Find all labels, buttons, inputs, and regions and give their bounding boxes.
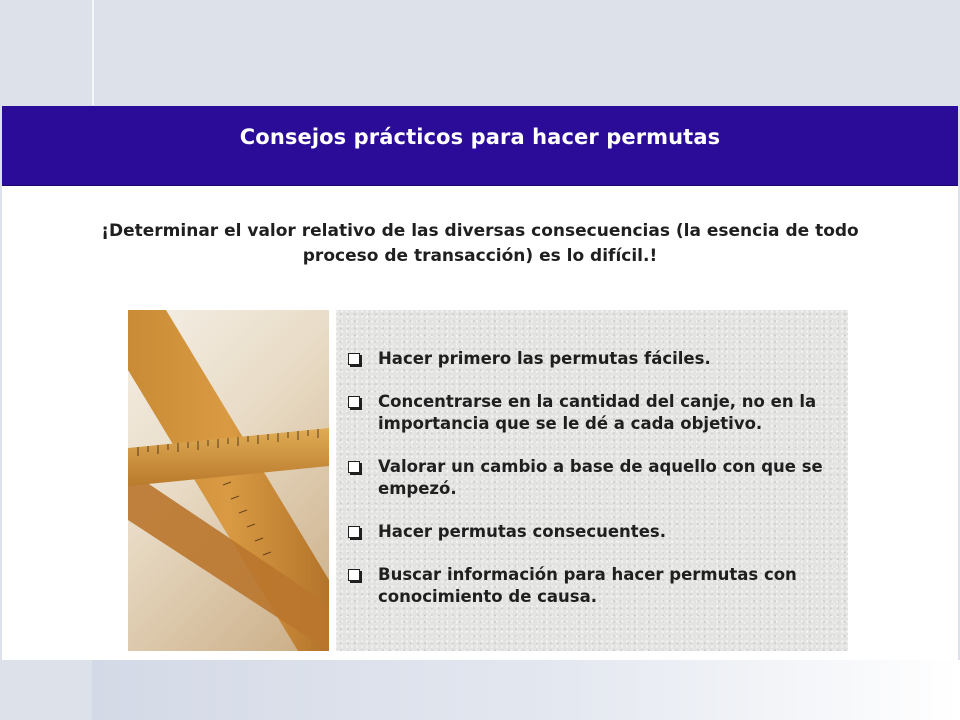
bullet-text: Buscar información para hacer permutas con conocimiento de causa. <box>378 565 797 606</box>
slide <box>2 106 958 660</box>
list-item <box>348 456 836 500</box>
bullet-list <box>348 348 836 629</box>
checkbox-icon <box>348 569 360 581</box>
bullet-text: Concentrarse en la cantidad del canje, no en la importancia que se le dé a cada objetivo. <box>378 392 817 433</box>
bullet-panel <box>336 310 848 651</box>
list-item <box>348 564 836 608</box>
bullet-text: Valorar un cambio a base de aquello con que se empezó. <box>378 457 823 498</box>
checkbox-icon <box>348 396 360 408</box>
checkbox-icon <box>348 353 360 365</box>
checkbox-icon <box>348 526 360 538</box>
background-bottom-gradient <box>92 660 960 720</box>
checkbox-icon <box>348 461 360 473</box>
bullet-text: Hacer primero las permutas fáciles. <box>378 349 711 368</box>
ruler-icon <box>128 310 329 651</box>
slide-title: Consejos prácticos para hacer permutas <box>239 125 721 149</box>
intro-line-2: proceso de transacción) es lo difícil.! <box>302 246 658 266</box>
list-item <box>348 521 836 543</box>
background-vertical-line <box>92 0 94 105</box>
header-band <box>2 106 958 186</box>
intro-text <box>42 219 918 269</box>
list-item <box>348 348 836 370</box>
intro-line-1: ¡Determinar el valor relativo de las diversas consecuencias (la esencia de todo <box>101 221 859 241</box>
bullet-text: Hacer permutas consecuentes. <box>378 522 666 541</box>
list-item <box>348 391 836 435</box>
ruler-photo <box>128 310 329 651</box>
